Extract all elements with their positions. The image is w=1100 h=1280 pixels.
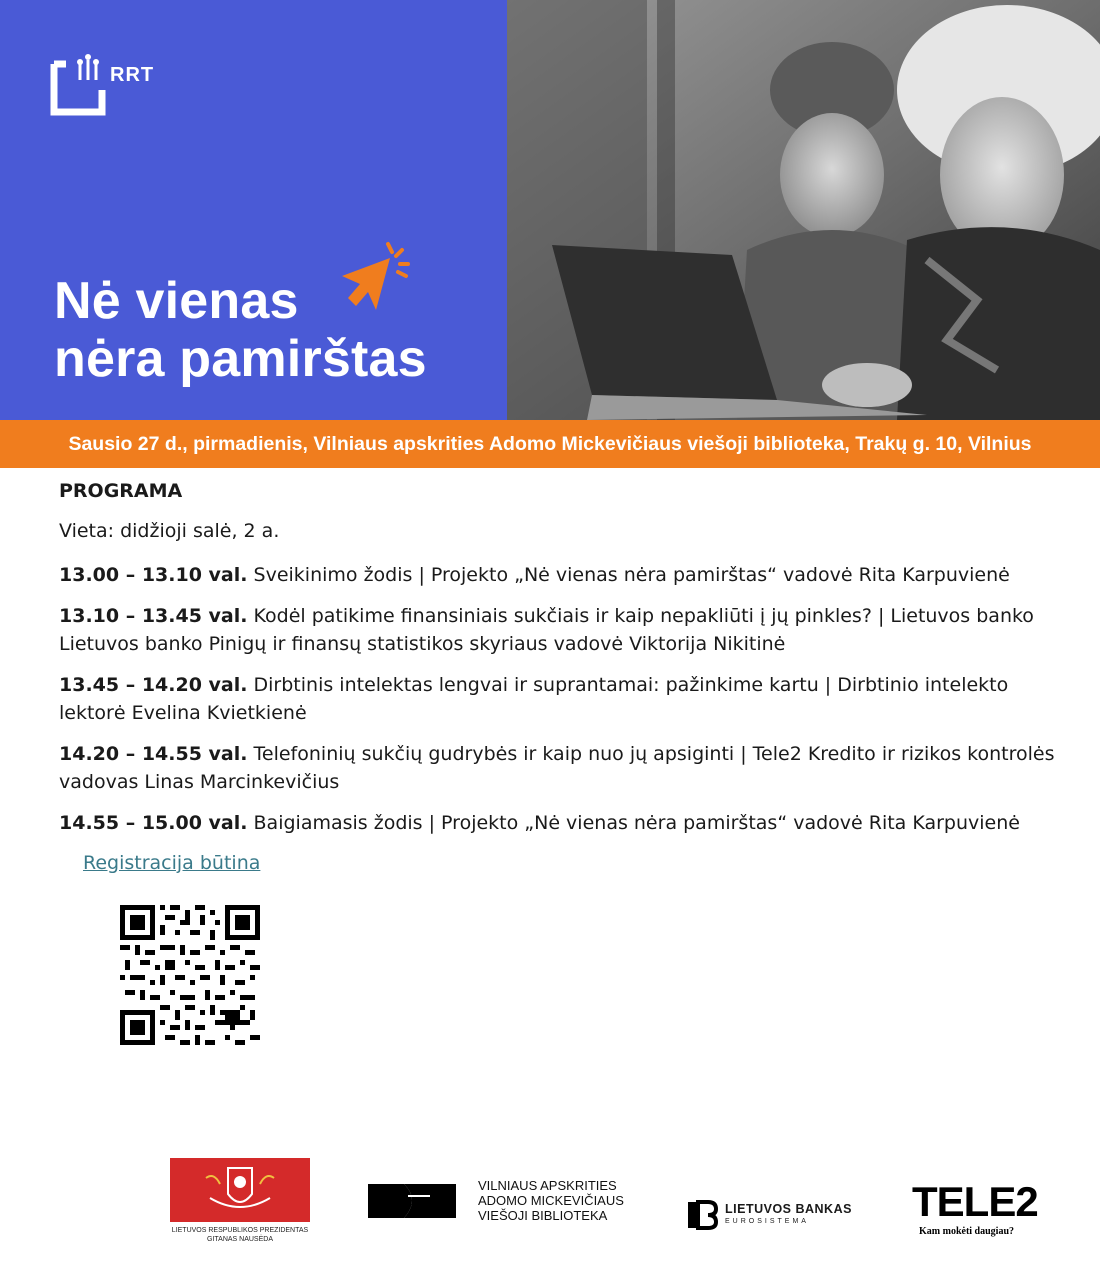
bank-emblem-icon	[688, 1198, 718, 1232]
library-name-line1: VILNIAUS APSKRITIES	[478, 1178, 617, 1193]
event-banner: Sausio 27 d., pirmadienis, Vilniaus apskrities Adomo Mickevičiaus viešoji biblioteka, Trakų g. 10, Vilnius	[0, 420, 1100, 468]
tele2-logo	[912, 1178, 1038, 1244]
library-name	[478, 1178, 624, 1223]
registration-qr-code[interactable]	[120, 905, 260, 1045]
president-caption	[170, 1226, 310, 1244]
program-item	[59, 671, 1059, 727]
program-item-text: Kodėl patikime finansiniais sukčiais ir kaip nepakliūti į jų pinkles? | Lietuvos banko Lietuvos banko Pinigų ir finansų statistikos skyriaus vadovė Viktorija Nikitinė	[59, 605, 1034, 655]
library-name-line3: VIEŠOJI BIBLIOTEKA	[478, 1208, 608, 1223]
program-item	[59, 740, 1059, 796]
program-item-time: 14.55 – 15.00 val.	[59, 812, 248, 834]
library-logo	[368, 1176, 628, 1226]
program-item	[59, 602, 1059, 658]
registration-link[interactable]: Registracija būtina	[83, 852, 261, 874]
hero	[0, 0, 1100, 420]
president-coat-of-arms	[170, 1158, 310, 1222]
bank-logo	[688, 1198, 858, 1234]
hero-brand-panel	[0, 0, 507, 420]
program-item	[59, 561, 1059, 589]
cursor-click-icon	[334, 240, 414, 320]
hero-photo	[507, 0, 1100, 420]
program-item-text: Sveikinimo žodis | Projekto „Nė vienas nėra pamirštas“ vadovė Rita Karpuvienė	[247, 564, 1010, 586]
library-name-line2: ADOMO MICKEVIČIAUS	[478, 1193, 624, 1208]
venue-text: Vieta: didžioji salė, 2 a.	[59, 520, 280, 542]
bank-subtitle: EUROSISTEMA	[725, 1218, 809, 1225]
program-item	[59, 809, 1059, 837]
program-item-text: Telefoninių sukčių gudrybės ir kaip nuo jų apsiginti | Tele2 Kredito ir rizikos kontrolės vadovas Linas Marcinkevičius	[59, 743, 1055, 793]
vytis-emblem-icon	[170, 1158, 310, 1222]
tele2-name: TELE2	[912, 1178, 1038, 1225]
bank-name: LIETUVOS BANKAS	[725, 1202, 852, 1216]
tele2-slogan: Kam mokėti daugiau?	[919, 1226, 1015, 1237]
brand-name: RRT	[110, 64, 155, 86]
program-item-time: 13.10 – 13.45 val.	[59, 605, 248, 627]
hero-title-line1: Nė vienas	[54, 272, 299, 330]
program-item-text: Baigiamasis žodis | Projekto „Nė vienas nėra pamirštas“ vadovė Rita Karpuvienė	[247, 812, 1020, 834]
program-heading: PROGRAMA	[59, 480, 183, 502]
library-emblem-icon	[368, 1178, 468, 1224]
program-item-text: Dirbtinis intelektas lengvai ir suprantamai: pažinkime kartu | Dirbtinio intelekto lektorė Evelina Kvietkienė	[59, 674, 1009, 724]
president-caption-text: LIETUVOS RESPUBLIKOS PREZIDENTAS GITANAS NAUSĖDA	[171, 1227, 309, 1243]
program-item-time: 13.00 – 13.10 val.	[59, 564, 248, 586]
hero-title-line2: nėra pamirštas	[54, 330, 427, 388]
program-item-time: 14.20 – 14.55 val.	[59, 743, 248, 765]
program-item-time: 13.45 – 14.20 val.	[59, 674, 248, 696]
president-logo	[170, 1158, 310, 1248]
